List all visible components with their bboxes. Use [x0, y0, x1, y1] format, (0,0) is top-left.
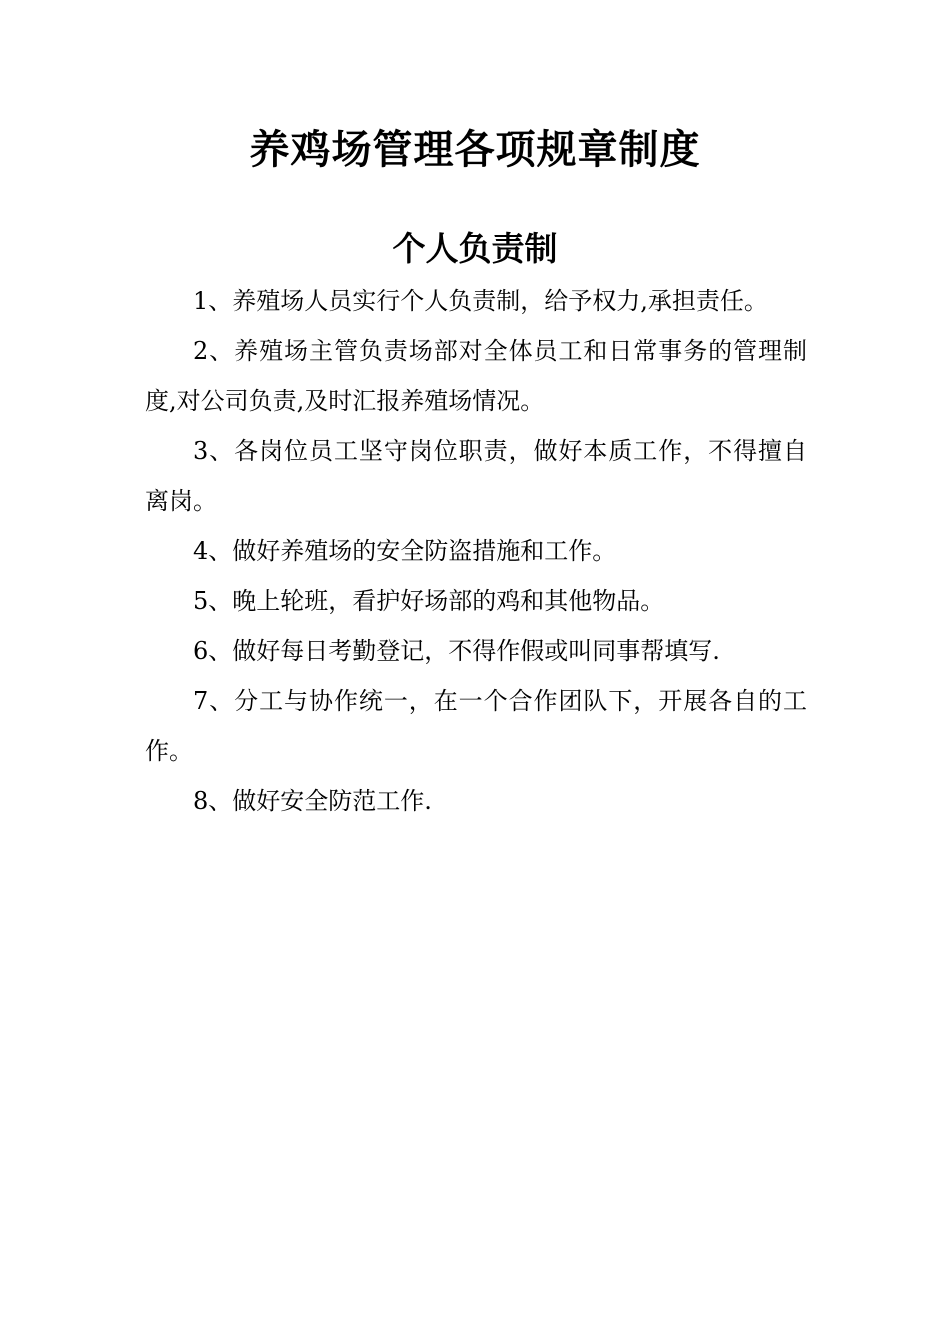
paragraph-7: 7、分工与协作统一，在一个合作团队下，开展各自的工作。	[145, 687, 807, 765]
document-title: 养鸡场管理各项规章制度	[249, 126, 701, 173]
paragraph-1: 1、养殖场人员实行个人负责制，给予权力,承担责任。	[193, 287, 768, 315]
paragraph-5: 5、晚上轮班，看护好场部的鸡和其他物品。	[193, 587, 665, 615]
paragraph-3: 3、各岗位员工坚守岗位职责，做好本质工作，不得擅自离岗。	[145, 437, 807, 515]
document-body	[145, 276, 807, 826]
paragraph-2: 2、养殖场主管负责场部对全体员工和日常事务的管理制度,对公司负责,及时汇报养殖场情况。	[145, 337, 807, 415]
paragraph-4: 4、做好养殖场的安全防盗措施和工作。	[193, 537, 617, 565]
section-title: 个人负责制	[392, 229, 558, 268]
paragraph-8: 8、做好安全防范工作.	[193, 787, 432, 815]
paragraph-6: 6、做好每日考勤登记，不得作假或叫同事帮填写.	[193, 637, 720, 665]
